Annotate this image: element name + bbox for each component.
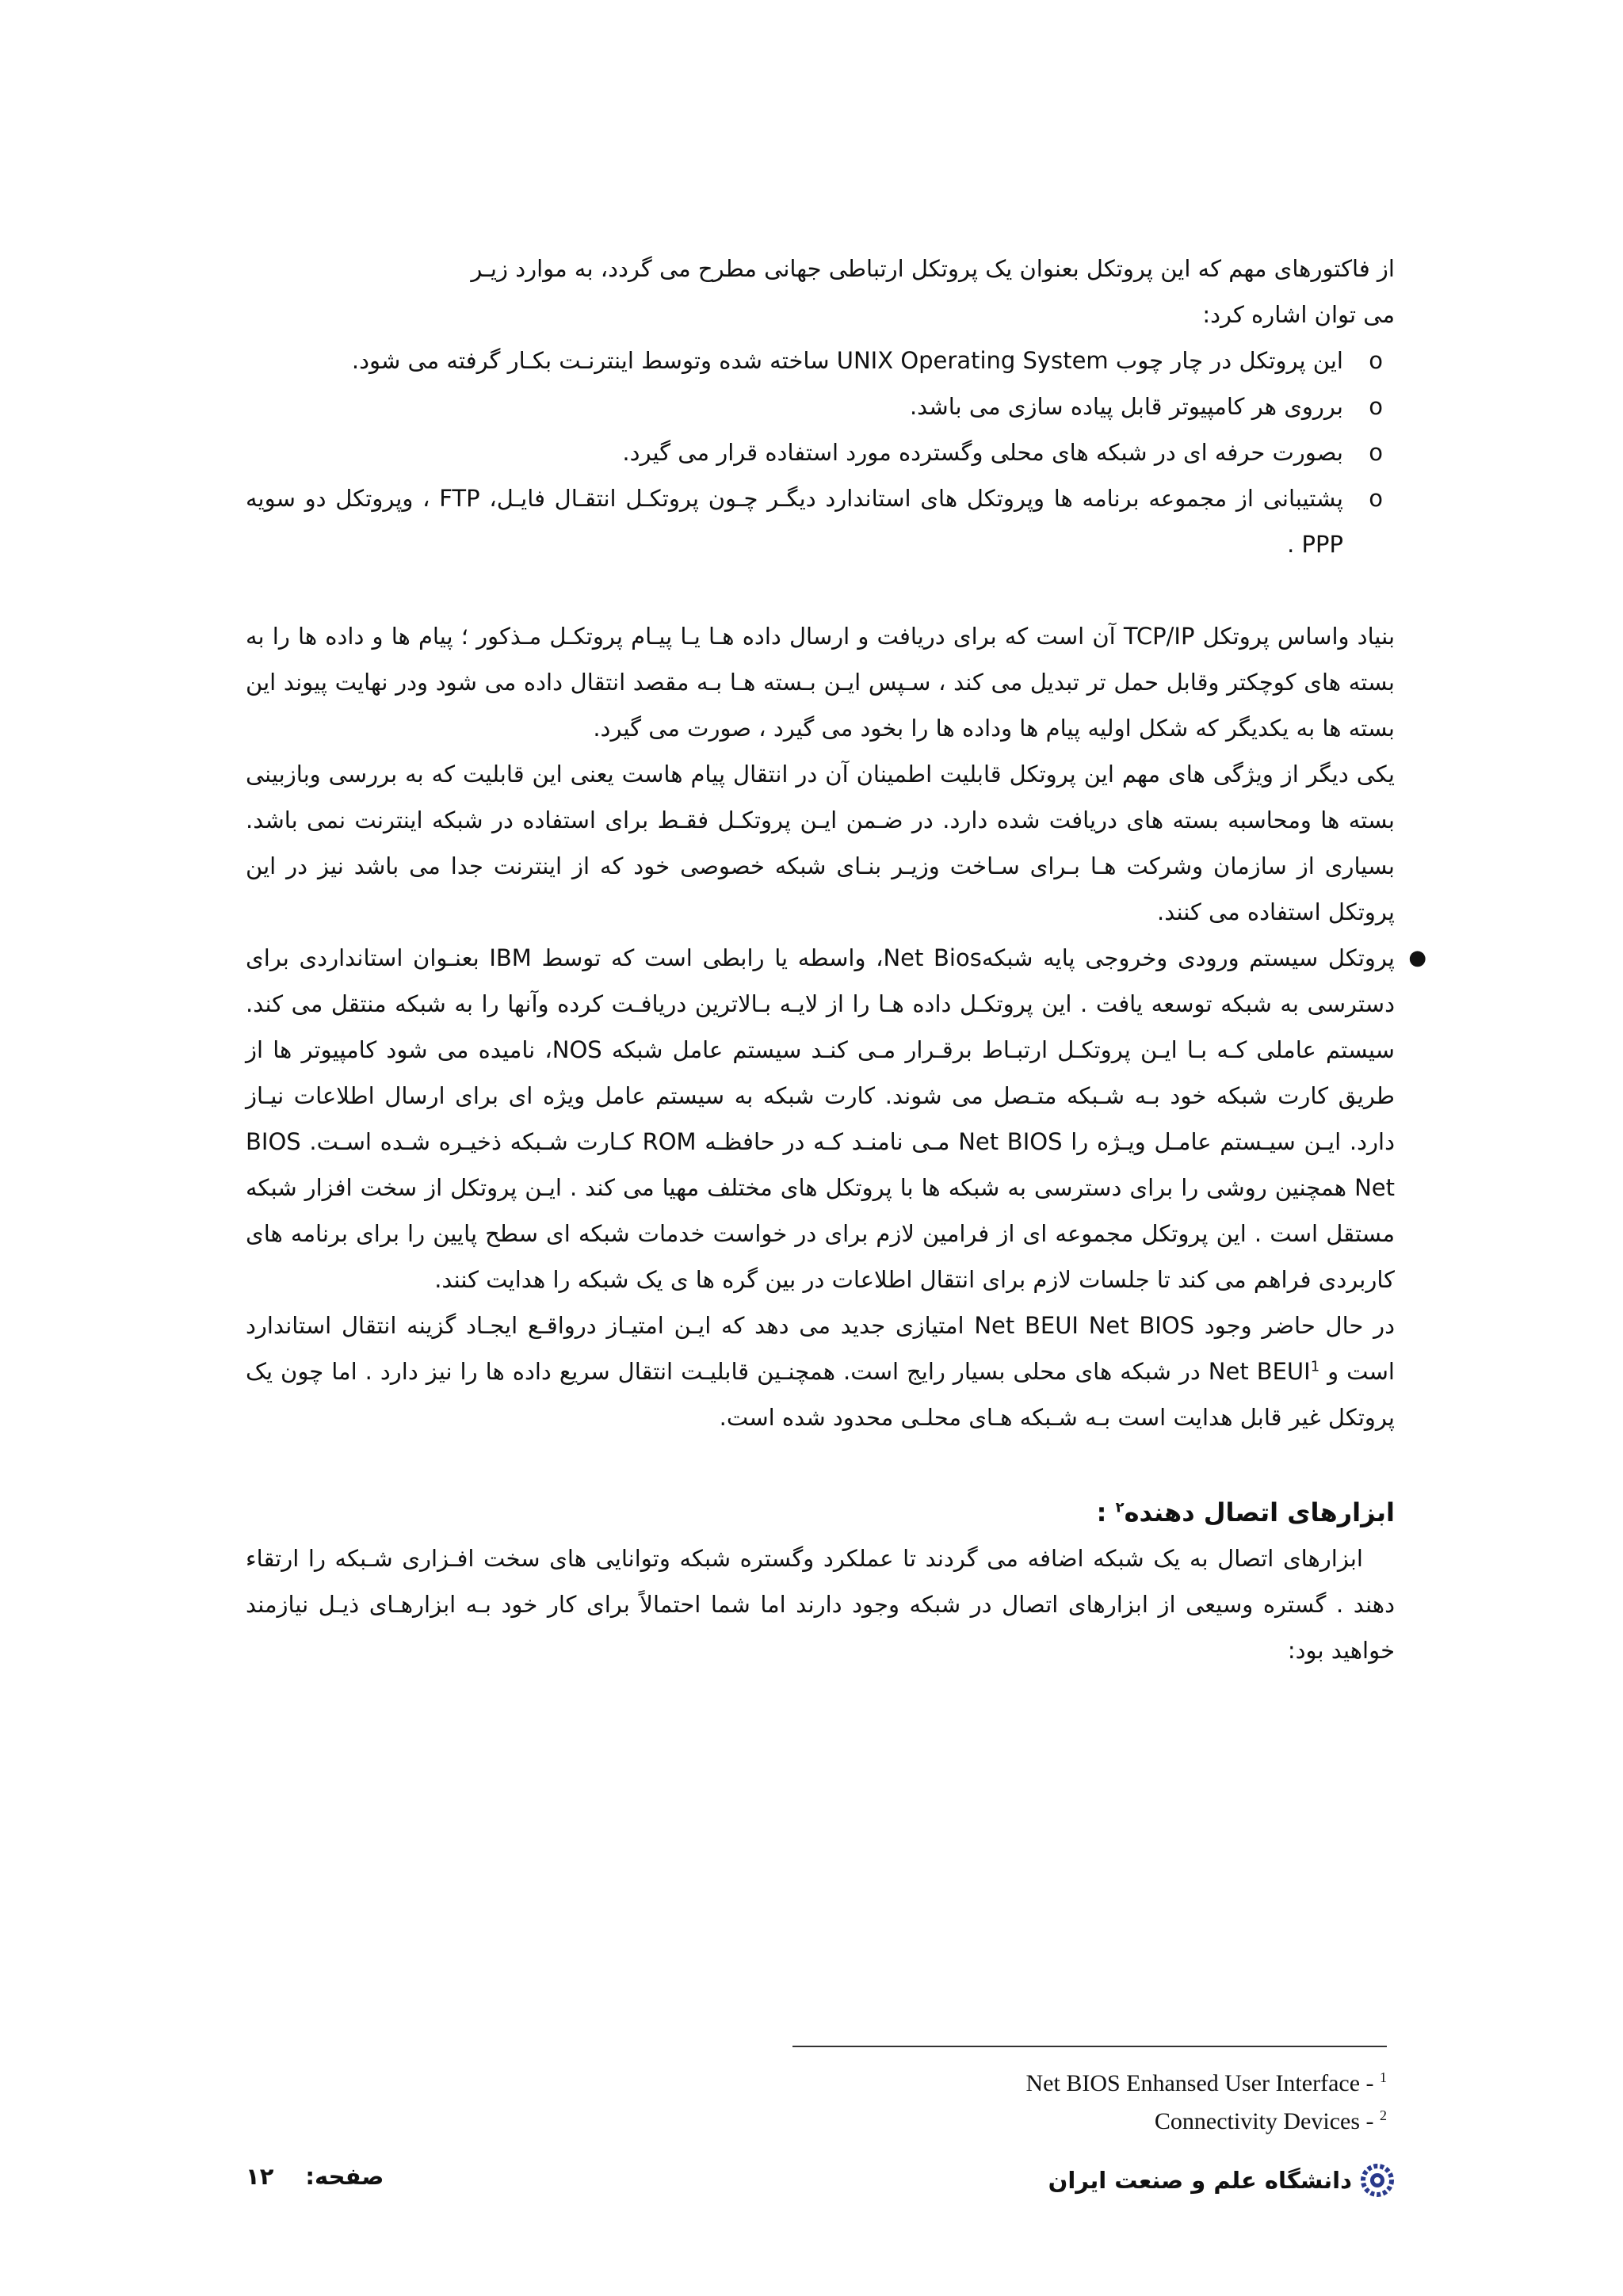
footnotes <box>792 2046 1387 2138</box>
paragraph-tcpip: بنیاد واساس پروتکل TCP/IP آن است که برای دریافت و ارسال داده هـا یـا پیـام پروتکـل مـذکور ؛ پیام ها و داده ها را به بسته های کوچکتر وقابل حمل تر تبدیل می کند ، سـپس ایـن بـسته هـا بـه مقصد انتقال داده می شود ودر نهایت پیوند این بسته ها به یکدیگر که شکل اولیه پیام ها وداده ها را بخود می گیرد ، صورت می گیرد. <box>246 623 1396 742</box>
footnote-text: Net BIOS Enhansed User Interface - <box>1025 2070 1380 2096</box>
university-logo-icon <box>1360 2163 1395 2198</box>
heading-footnote-ref: ۲ <box>1115 1499 1125 1516</box>
netbeui-text-b: در شبکه های محلی بسیار رایج است. همچنـین قابلیـت انتقال سریع داده ها را نیز دارد . اما چون یک پروتکل غیر قابل هدایت است بـه شـبکه هـای محلـی محدود شده است. <box>246 1358 1395 1431</box>
footnote-2 <box>792 2100 1387 2138</box>
page-footer <box>246 2163 1395 2210</box>
footnote-number: 1 <box>1380 2069 1387 2085</box>
netbeui-text-a: در حال حاضر وجود Net BEUI Net BIOS امتیازی جدید می دهد که ایـن امتیـاز درواقـع ایجـاد گزینه انتقال استاندارد است و Net BEUI <box>246 1312 1396 1385</box>
bullet-icon: ● <box>1408 946 1426 970</box>
heading-text: ابزارهای اتصال دهنده <box>1124 1497 1395 1527</box>
footnote-text: Connectivity Devices - <box>1154 2108 1380 2134</box>
heading-colon: : <box>1096 1497 1116 1527</box>
list-item: o این پروتکل در چار چوب UNIX Operating System ساخته شده وتوسط اینترنـت بکـار گرفته می شود. <box>246 338 1343 383</box>
factors-list <box>246 338 1395 567</box>
footnote-ref-1: 1 <box>1310 1358 1320 1375</box>
paragraph-reliability: یکی دیگر از ویژگی های مهم این پروتکل قابلیت اطمینان آن در انتقال پیام هاست یعنی این قابلیت که به بررسی وبازبینی بسته ها ومحاسبه بسته های دریافت شده دارد. در ضـمن ایـن پروتکـل فقـط برای استفاده در شبکه اینترنت نمی باشد. بسیاری از سازمان وشرکت هـا بـرای سـاخت وزیـر بنـای شبکه خصوصی خود که از اینترنت جدا می باشد نیز در این پروتکل استفاده می کنند. <box>246 761 1395 925</box>
page-number: ۱۲ <box>246 2163 274 2190</box>
university-block <box>1048 2163 1395 2198</box>
page-label: صفحه: <box>305 2163 384 2190</box>
paragraph-netbeui <box>246 1302 1395 1440</box>
paragraph-tools: ابزارهای اتصال به یک شبکه اضافه می گردند تا عملکرد وگستره شبکه وتوانایی های سخت افـزاری شـبکه را ارتقاء دهند . گستره وسیعی از ابزارهای اتصال در شبکه وجود دارند اما شما احتمالاً برای کار خود بـه ابزارهـای ذیـل نیازمند خواهید بود: <box>246 1545 1395 1664</box>
spacer <box>246 567 1395 613</box>
intro-line-2: می توان اشاره کرد: <box>1202 301 1395 328</box>
footnote-1 <box>792 2061 1387 2100</box>
footnote-number: 2 <box>1380 2107 1387 2123</box>
list-item: o پشتیبانی از مجموعه برنامه ها وپروتکل های استاندارد دیگـر چـون پروتکـل انتقـال فایـل، FTP ، وپروتکل دو سویه PPP . <box>246 475 1343 567</box>
intro-line-1: از فاکتورهای مهم که این پروتکل بعنوان یک پروتکل ارتباطی جهانی مطرح می گردد، به موارد زیـر <box>471 255 1395 282</box>
page-number-block <box>246 2163 384 2190</box>
university-name: دانشگاه علم و صنعت ایران <box>1048 2167 1352 2194</box>
list-item: o برروی هر کامپیوتر قابل پیاده سازی می باشد. <box>246 383 1343 429</box>
list-item: o بصورت حرفه ای در شبکه های محلی وگسترده مورد استفاده قرار می گیرد. <box>246 429 1343 475</box>
section-heading <box>246 1489 1395 1535</box>
netbios-text: پروتکل سیستم ورودی وخروجی پایه شبکهNet Bios، واسطه یا رابطی است که توسط IBM بعنـوان استانداردی برای دسترسی به شبکه توسعه یافت . این پروتکـل داده هـا را از لایـه بـالاترین دریافـت کرده وآنها را به شبکه منتقل می کند. سیستم عاملی کـه بـا ایـن پروتکـل ارتبـاط برقـرار مـی کنـد سیستم عامل شبکه NOS، نامیده می شود کامپیوتر ها از طریق کارت شبکه خود بـه شـبکه متـصل می شوند. کارت شبکه به سیستم عامل ویژه ای برای ارسال اطلاعات نیـاز دارد. ایـن سیـستم عامـل ویـژه را Net BIOS مـی نامنـد کـه در حافظـه ROM کـارت شـبکه ذخیـره شـده اسـت. BIOS Net همچنین روشی را برای دسترسی به شبکه ها با پروتکل های مختلف مهیا می کند . ایـن پروتکل از سخت افزار شبکه مستقل است . این پروتکل مجموعه ای از فرامین لازم برای در خواست خدمات شبکه ای سطح پایین را برای برنامه های کاربردی فراهم می کند تا جلسات لازم برای انتقال اطلاعات در بین گره ها ی یک شبکه را هدایت کنند. <box>246 944 1396 1293</box>
page-body <box>246 246 1426 1673</box>
list-item <box>246 935 1426 1302</box>
netbios-list <box>246 935 1426 1302</box>
